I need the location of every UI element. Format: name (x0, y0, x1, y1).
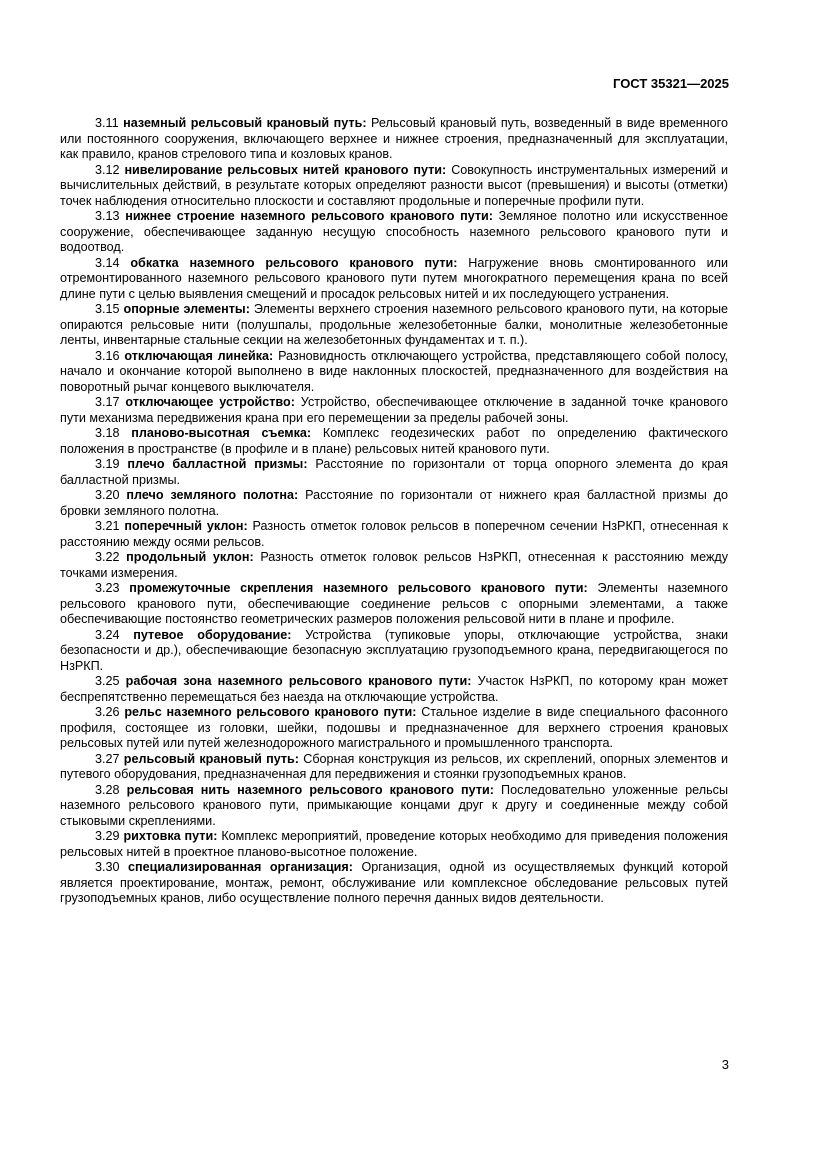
term-name: опорные элементы: (123, 302, 250, 316)
term-definition: Последовательно уложенные рельсы наземного рельсового кранового пути, примыкающие концами друг к другу и соединенные между собой стыковыми скреплениями. (60, 782, 729, 828)
term-name: планово-высотная съемка: (131, 426, 312, 440)
term-definition: Комплекс мероприятий, проведение которых необходимо для приведения положения рельсовых нитей в проектное планово-высотное положение. (60, 829, 728, 859)
term-definition: Расстояние по горизонтали от нижнего края балластной призмы до бровки земляного полотна. (60, 488, 729, 518)
term-entry (60, 674, 728, 705)
term-definition: Устройство, обеспечивающее отключение в заданной точке кранового пути механизма передвижения крана при его перемещении за пределы рабочей зоны. (60, 395, 729, 425)
term-name: нивелирование рельсовых нитей кранового пути: (124, 162, 447, 177)
term-number: 3.23 (95, 581, 120, 595)
term-number: 3.28 (95, 782, 120, 797)
term-name: плечо земляного полотна: (126, 488, 299, 502)
term-number: 3.22 (95, 550, 120, 564)
term-number: 3.25 (95, 674, 120, 688)
term-name: поперечный уклон: (124, 519, 248, 533)
term-definition: Сборная конструкция из рельсов, их скреплений, опорных элементов и путевого оборудования, предназначенная для передвижения и стоянки грузоподъемных кранов. (60, 751, 728, 781)
term-definition: Нагружение вновь смонтированного или отремонтированного наземного рельсового кранового пути путем многократного перемещения крана по всей длине пути с целью выявления смещений и просадок рельсовых нитей и их последующего устранения. (60, 255, 729, 301)
term-definition: Разность отметок головок рельсов в поперечном сечении НзРКП, отнесенная к расстоянию между осями рельсов. (60, 519, 728, 549)
term-number: 3.26 (95, 705, 120, 719)
term-name: отключающее устройство: (125, 395, 295, 409)
term-name: наземный рельсовый крановый путь: (123, 116, 367, 130)
term-entry (60, 116, 728, 163)
term-definition: Стальное изделие в виде специального фасонного профиля, состоящее из головки, шейки, подошвы и предназначенное для верхнего строения крановых рельсовых путей или путей железнодорожного магистрального и промышленного транспорта. (60, 705, 728, 750)
term-number: 3.11 (95, 116, 119, 130)
term-definition: Разность отметок головок рельсов НзРКП, отнесенная к расстоянию между точками измерения. (60, 550, 729, 580)
term-entry (60, 209, 728, 256)
term-name: плечо балластной призмы: (127, 457, 308, 471)
term-definition: Совокупность инструментальных измерений и вычислительных действий, в результате которых определяют разности высот (превышения) и высоты (отметки) точек наблюдения относительно плоскости и составляют продольные и поперечные профили пути. (60, 162, 729, 208)
term-entry (60, 395, 728, 426)
term-entry (60, 752, 728, 783)
term-entry (60, 163, 728, 210)
term-entry (60, 628, 728, 675)
term-number: 3.17 (95, 395, 120, 409)
term-definition: Расстояние по горизонтали от торца опорного элемента до края балластной призмы. (60, 457, 729, 487)
page-number: 3 (721, 1057, 729, 1072)
term-number: 3.13 (95, 209, 120, 223)
term-name: специализированная организация: (128, 860, 353, 874)
term-definition: Комплекс геодезических работ по определению фактического положения в пространстве (в профиле и в плане) рельсовых нитей кранового пути. (60, 426, 728, 456)
term-number: 3.27 (95, 751, 120, 766)
term-definition: Разновидность отключающего устройства, представляющего собой полосу, начало и окончание которой выполнено в виде наклонных плоскостей, предназначенного для воздействия на поворотный рычаг концевого выключателя. (60, 348, 728, 394)
term-number: 3.29 (95, 829, 120, 843)
term-name: продольный уклон: (126, 550, 254, 564)
term-definition: Устройства (тупиковые упоры, отключающие устройства, знаки безопасности и др.), обеспечивающие безопасную эксплуатацию грузоподъемного крана, передвигающегося по НзРКП. (60, 627, 728, 673)
term-entry (60, 860, 728, 907)
term-name: рихтовка пути: (123, 829, 218, 843)
term-name: рельсовый крановый путь: (123, 751, 299, 766)
term-name: промежуточные скрепления наземного рельсового кранового пути: (129, 581, 588, 595)
term-entry (60, 705, 728, 752)
term-definition: Земляное полотно или искусственное сооружение, обеспечивающее заданную несущую способность наземного рельсового кранового пути и водоотвод. (60, 209, 729, 254)
terms-list (60, 116, 728, 907)
term-entry (60, 457, 728, 488)
term-entry (60, 256, 728, 303)
term-definition: Рельсовый крановый путь, возведенный в виде временного или постоянного сооружения, включающего верхнее и нижнее строения, предназначенный для эксплуатации, как правило, кранов стрелового типа и козловых кранов. (60, 116, 729, 161)
term-entry (60, 581, 728, 628)
term-number: 3.12 (95, 162, 120, 177)
term-name: нижнее строение наземного рельсового кранового пути: (125, 209, 493, 223)
term-entry (60, 829, 728, 860)
term-entry (60, 426, 728, 457)
term-name: отключающая линейка: (124, 348, 274, 363)
term-number: 3.19 (95, 457, 120, 471)
term-entry (60, 488, 728, 519)
term-number: 3.30 (95, 860, 120, 874)
term-number: 3.20 (95, 488, 120, 502)
term-name: путевое оборудование: (133, 627, 292, 642)
term-definition: Организация, одной из осуществляемых функций которой является проектирование, монтаж, ремонт, обслуживание или комплексное обследование рельсовых путей грузоподъемных кранов, либо осуществление полного перечня данных видов деятельности. (60, 860, 728, 905)
term-definition: Элементы наземного рельсового кранового пути, обеспечивающие соединение рельсов с опорными элементами, а также обеспечивающие постоянство геометрических размеров положения рельсовой нити в плане и профиле. (60, 581, 729, 626)
term-definition: Элементы верхнего строения наземного рельсового кранового пути, на которые опираются рельсовые нити (полушпалы, продольные железобетонные балки, монолитные железобетонные ленты, инвентарные стальные секции на железобетонных фундаментах и т. п.). (60, 302, 729, 347)
term-entry (60, 519, 728, 550)
term-entry (60, 349, 728, 396)
term-name: рельс наземного рельсового кранового пути: (124, 705, 417, 719)
term-number: 3.16 (95, 348, 120, 363)
term-name: обкатка наземного рельсового кранового пути: (130, 255, 458, 270)
term-definition: Участок НзРКП, по которому кран может беспрепятственно перемещаться без наезда на отключающие устройства. (60, 674, 729, 704)
term-number: 3.14 (95, 255, 120, 270)
term-number: 3.24 (95, 627, 120, 642)
term-entry (60, 783, 728, 830)
term-name: рельсовая нить наземного рельсового кранового пути: (126, 782, 494, 797)
term-number: 3.21 (95, 519, 120, 533)
document-id-header: ГОСТ 35321—2025 (613, 76, 729, 91)
term-entry (60, 550, 728, 581)
term-name: рабочая зона наземного рельсового кранового пути: (125, 674, 472, 688)
term-number: 3.18 (95, 426, 120, 440)
term-number: 3.15 (95, 302, 120, 316)
term-entry (60, 302, 728, 349)
